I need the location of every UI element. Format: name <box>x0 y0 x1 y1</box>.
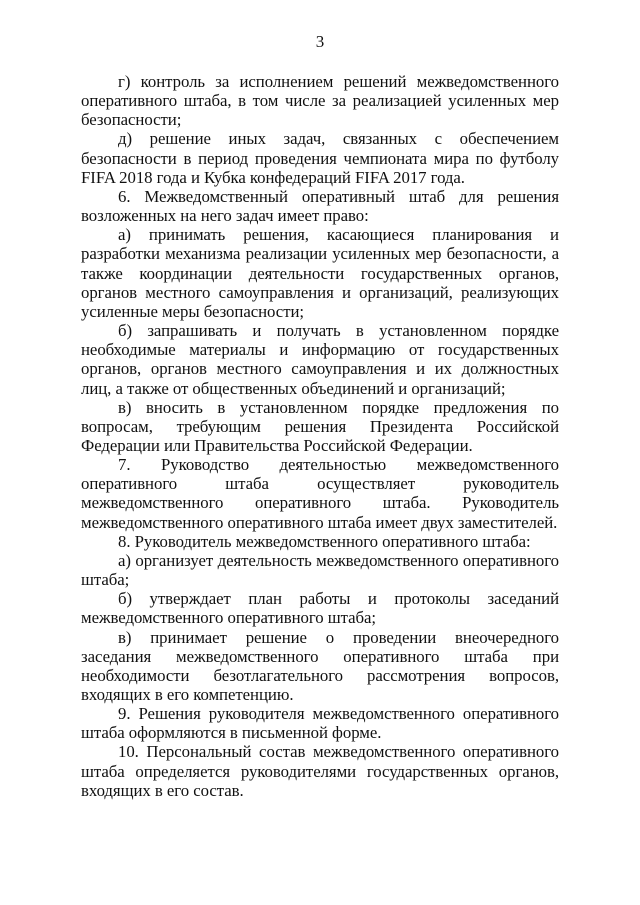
page-number: 3 <box>315 32 325 51</box>
paragraph-8b-approves: б) утверждает план работы и протоколы заседаний межведомственного оперативного штаба; <box>81 589 559 628</box>
paragraph-7-leadership: 7. Руководство деятельностью межведомственного оперативного штаба осуществляет руководитель межведомственного оперативного штаба. Руководитель межведомственного оперативного штаба имеет двух заместителей. <box>81 455 559 532</box>
paragraph-6b-requests: б) запрашивать и получать в установленном порядке необходимые материалы и информацию от государственных органов, органов местного самоуправления и их должностных лиц, а также от общественных объединений и организаций; <box>81 321 559 398</box>
paragraph-8a-organizes: а) организует деятельность межведомственного оперативного штаба; <box>81 550 559 590</box>
paragraph-6-rights: 6. Межведомственный оперативный штаб для решения возложенных на него задач имеет право: <box>81 186 559 226</box>
paragraph-8-head: 8. Руководитель межведомственного оперативного штаба: <box>118 531 531 551</box>
paragraph-8v-extraordinary-meeting: в) принимает решение о проведении внеочередного заседания межведомственного оперативного штаба при необходимости безотлагательного рассмотрения вопросов, входящих в его компетенцию. <box>81 627 559 704</box>
paragraph-d-other-tasks: д) решение иных задач, связанных с обеспечением безопасности в период проведения чемпионата мира по футболу FIFA 2018 года и Кубка конфедераций FIFA 2017 года. <box>81 129 559 187</box>
paragraph-10-composition: 10. Персональный состав межведомственного оперативного штаба определяется руководителями государственных органов, входящих в его состав. <box>81 742 559 800</box>
paragraph-g-control: г) контроль за исполнением решений межведомственного оперативного штаба, в том числе за реализацией усиленных мер безопасности; <box>81 72 559 130</box>
paragraph-6v-proposals: в) вносить в установленном порядке предложения по вопросам, требующим решения Президента Российской Федерации или Правительства Российской Федерации. <box>81 397 559 455</box>
paragraph-6a-decisions: а) принимать решения, касающиеся планирования и разработки механизма реализации усиленных мер безопасности, а также координации деятельности государственных органов, органов местного самоуправления и организаций, реализующих усиленные меры безопасности; <box>81 225 559 321</box>
paragraph-9-written-form: 9. Решения руководителя межведомственного оперативного штаба оформляются в письменной форме. <box>81 704 559 743</box>
document-body <box>81 72 559 800</box>
